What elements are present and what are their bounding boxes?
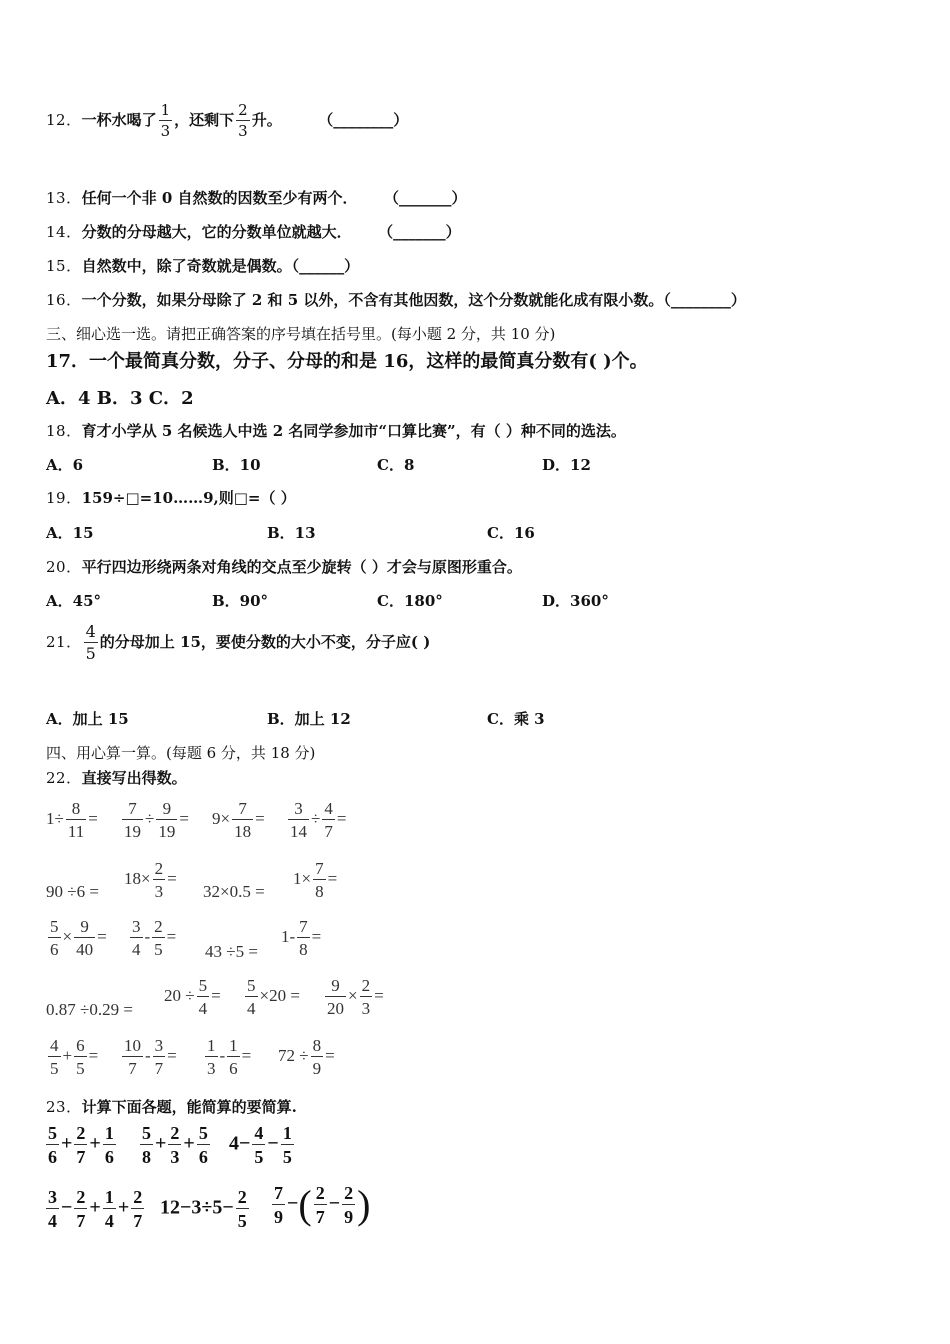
option-b[interactable]: B．10	[212, 456, 261, 474]
question-15	[46, 255, 359, 276]
question-text: 计算下面各题，能简算的要简算.	[81, 1098, 297, 1116]
option-a[interactable]: A．45°	[46, 592, 102, 610]
question-12: 12．一杯水喝了 $\frac{1}{3}$ ，还剩下 $\frac{2}{3}$ 升。 （________）	[46, 101, 409, 140]
question-text: 一杯水喝了	[81, 111, 157, 129]
option-c[interactable]: C．16	[487, 524, 535, 542]
question-16	[46, 289, 746, 310]
expression: 43 ÷5 =	[205, 942, 258, 961]
question-text: 育才小学从 5 名候选人中选 2 名同学参加市“口算比赛”，有（ ）种不同的选法。	[81, 422, 626, 440]
expression: 1- $\frac{7}{8}$ =	[281, 917, 322, 959]
expression: 12−3÷5− $\frac{2}{5}$	[160, 1187, 247, 1231]
question-21	[46, 624, 430, 662]
question-23	[46, 1096, 297, 1117]
expression: 1÷ $\frac{8}{11}$ =	[46, 799, 98, 841]
expression: 18× $\frac{2}{3}$ =	[124, 859, 177, 901]
option-b[interactable]: B．90°	[212, 592, 269, 610]
question-text: 的分母加上 15，要使分数的大小不变，分子应( )	[99, 633, 431, 651]
question-number: 23．	[46, 1098, 82, 1116]
expression: 32×0.5 =	[203, 882, 265, 901]
question-text: 直接写出得数。	[81, 769, 187, 787]
expression: $\frac{1}{3}$ - $\frac{1}{6}$ =	[207, 1036, 252, 1078]
question-17-options[interactable]: A．4 B．3 C．2	[46, 388, 194, 409]
question-text: 一个分数，如果分母除了 2 和 5 以外，不含有其他因数，这个分数就能化成有限小数。（________）	[81, 291, 746, 309]
expression: $\frac{3}{4}$ − $\frac{2}{7}$ + $\frac{1}{4}$ + $\frac{2}{7}$	[48, 1187, 143, 1231]
question-text: 任何一个非 0 自然数的因数至少有两个．	[81, 189, 358, 207]
question-17: 17．一个最简真分数，分子、分母的和是 16，这样的最简真分数有( )个。	[46, 351, 648, 372]
fraction: $\frac{2}{3}$	[238, 101, 248, 140]
option-c[interactable]: C．180°	[377, 592, 443, 610]
answer-blank[interactable]: （________）	[325, 111, 409, 129]
option-c[interactable]: C．乘 3	[487, 710, 545, 728]
question-18	[46, 420, 626, 441]
expression: $\frac{4}{5}$ + $\frac{6}{5}$ =	[50, 1036, 99, 1078]
expression: $\frac{3}{14}$ ÷ $\frac{4}{7}$ =	[290, 799, 347, 841]
answer-blank[interactable]: （_______）	[391, 189, 467, 207]
question-22	[46, 767, 187, 788]
question-number: 13．	[46, 189, 82, 207]
question-text: 分数的分母越大，它的分数单位就越大．	[81, 223, 352, 241]
expression: $\frac{7}{9}$ −( $\frac{2}{7}$ − $\frac{2}{9}$ )	[274, 1182, 371, 1227]
question-19	[46, 487, 296, 508]
section-4-heading: 四、用心算一算。(每题 6 分，共 18 分)	[46, 744, 316, 762]
option-d[interactable]: D．12	[542, 456, 591, 474]
fraction: $\frac{1}{3}$	[160, 101, 171, 140]
option-b[interactable]: B．加上 12	[267, 710, 351, 728]
expression: 4− $\frac{4}{5}$ − $\frac{1}{5}$	[229, 1123, 292, 1167]
expression: $\frac{3}{4}$ - $\frac{2}{5}$ =	[132, 917, 177, 959]
question-20	[46, 556, 522, 577]
expression: $\frac{5}{4}$ ×20 =	[247, 976, 300, 1018]
question-number: 12．	[46, 111, 82, 129]
question-number: 21．	[46, 633, 82, 651]
option-a[interactable]: A．15	[46, 524, 94, 542]
question-number: 14．	[46, 223, 82, 241]
question-text: 自然数中，除了奇数就是偶数。（______）	[81, 257, 360, 275]
question-text: 平行四边形绕两条对角线的交点至少旋转（ ）才会与原图形重合。	[81, 558, 522, 576]
expression: $\frac{9}{20}$ × $\frac{2}{3}$ =	[327, 976, 384, 1018]
expression: $\frac{5}{6}$ + $\frac{2}{7}$ + $\frac{1}{6}$	[48, 1123, 114, 1167]
question-number: 20．	[46, 558, 82, 576]
option-a[interactable]: A．6	[46, 456, 84, 474]
question-number: 19．	[46, 489, 82, 507]
expression: 72 ÷ $\frac{8}{9}$ =	[278, 1036, 335, 1078]
expression: 90 ÷6 =	[46, 882, 99, 901]
question-number: 22．	[46, 769, 82, 787]
question-number: 18．	[46, 422, 82, 440]
question-14	[46, 221, 461, 242]
option-d[interactable]: D．360°	[542, 592, 609, 610]
expression: $\frac{10}{7}$ - $\frac{3}{7}$ =	[124, 1036, 177, 1078]
fraction: $\frac{4}{5}$	[85, 622, 96, 663]
expression: $\frac{7}{19}$ ÷ $\frac{9}{19}$ =	[124, 799, 189, 841]
expression: 20 ÷ $\frac{5}{4}$ =	[164, 976, 221, 1018]
expression: 1× $\frac{7}{8}$ =	[293, 859, 338, 901]
question-text: 159÷□=10……9,则□=（ ）	[81, 489, 296, 507]
expression: 0.87 ÷0.29 =	[46, 1000, 133, 1019]
section-3-heading: 三、细心选一选。请把正确答案的序号填在括号里。(每小题 2 分，共 10 分)	[46, 325, 556, 343]
option-a[interactable]: A．加上 15	[46, 710, 129, 728]
expression: 9× $\frac{7}{18}$ =	[212, 799, 265, 841]
question-number: 16．	[46, 291, 82, 309]
answer-blank[interactable]: （_______）	[385, 223, 461, 241]
question-13	[46, 187, 467, 208]
option-c[interactable]: C．8	[377, 456, 415, 474]
question-number: 15．	[46, 257, 82, 275]
option-b[interactable]: B．13	[267, 524, 316, 542]
expression: $\frac{5}{6}$ × $\frac{9}{40}$ =	[50, 917, 107, 959]
expression: $\frac{5}{8}$ + $\frac{2}{3}$ + $\frac{5}{6}$	[142, 1123, 208, 1167]
